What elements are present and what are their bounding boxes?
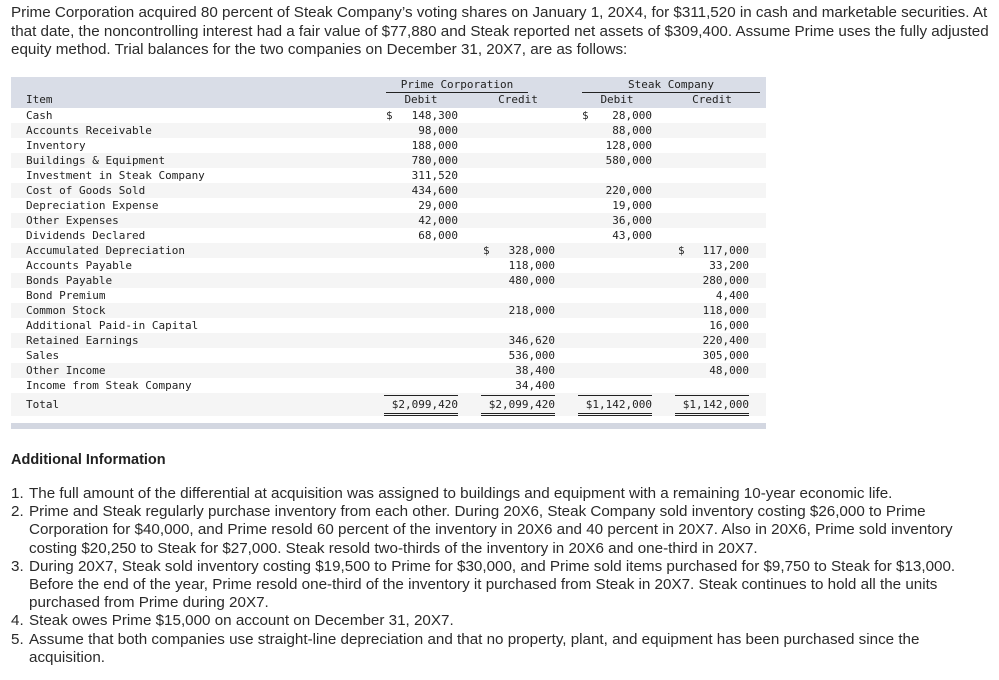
prime-debit-value: 42,000 [418,214,458,227]
item-number: 3. [11,557,24,575]
table-row [11,363,766,378]
row-item-label: Bond Premium [26,289,106,302]
item-text: Steak owes Prime $15,000 on account on December 31, 20X7. [29,612,454,630]
total-label: Total [26,398,60,411]
steak-credit-value: 118,000 [702,304,749,317]
row-item-label: Sales [26,349,60,362]
row-item-label: Cash [26,109,53,122]
item-text: The full amount of the differential at acquisition was assigned to buildings and equipment with a remaining 10-year economic life. [29,485,893,502]
prime-credit-value: 38,400 [515,364,555,377]
item-number: 1. [11,485,24,502]
dollar-sign: $ [582,109,589,122]
row-item-label: Investment in Steak Company [26,169,205,182]
steak-credit-value: 280,000 [702,274,749,287]
row-item-label: Accounts Receivable [26,124,152,137]
total-row [11,393,766,416]
steak-debit-value: 36,000 [612,214,652,227]
table-row [11,288,766,303]
prime-debit-value: 434,600 [411,184,458,197]
additional-info-item [11,612,996,630]
prime-debit-value: 188,000 [411,139,458,152]
table-body [11,108,766,393]
header-steak-debit: Debit [600,93,634,106]
steak-credit-value: 16,000 [709,319,749,332]
row-item-label: Retained Earnings [26,334,139,347]
table-row [11,108,766,123]
table-row [11,318,766,333]
problem-intro: Prime Corporation acquired 80 percent of Steak Company’s voting shares on January 1, 20X4, for $311,520 in cash and marketable securities. At that date, the noncontrolling interest had a fair value of $77,880 and Steak reported net assets of $309,400. Assume Prime uses the fully adjusted equity method. Trial balances for the two companies on December 31, 20X7, are as follows: [11,4,989,58]
total-steak-credit: $1,142,000 [675,395,749,416]
dollar-sign: $ [483,244,490,257]
header-steak-credit: Credit [692,93,732,106]
steak-debit-value: 19,000 [612,199,652,212]
steak-debit-value: 88,000 [612,124,652,137]
steak-credit-value: 4,400 [715,289,749,302]
table-header [11,77,766,108]
additional-info-item [11,558,996,613]
prime-credit-value: 346,620 [508,334,555,347]
table-row [11,213,766,228]
prime-credit-value: 480,000 [508,274,555,287]
total-prime-credit: $2,099,420 [481,395,555,416]
steak-credit-value: 220,400 [702,334,749,347]
table-row [11,348,766,363]
steak-debit-value: 220,000 [605,184,652,197]
table-row [11,153,766,168]
row-item-label: Dividends Declared [26,229,146,242]
header-prime-debit: Debit [404,93,438,106]
header-prime-credit: Credit [498,93,538,106]
row-item-label: Accounts Payable [26,259,132,272]
header-steak-company: Steak Company [582,78,760,93]
steak-debit-value: 43,000 [612,229,652,242]
steak-credit-value: 117,000 [702,244,749,257]
additional-info-title: Additional Information [11,452,166,468]
table-row [11,333,766,348]
table-row [11,198,766,213]
item-number: 4. [11,612,24,630]
prime-debit-value: 780,000 [411,154,458,167]
dollar-sign: $ [386,109,393,122]
row-item-label: Inventory [26,139,86,152]
table-row [11,123,766,138]
prime-debit-value: 68,000 [418,229,458,242]
additional-info-item [11,631,996,667]
dollar-sign: $ [678,244,685,257]
row-item-label: Bonds Payable [26,274,113,287]
total-prime-debit: $2,099,420 [384,395,458,416]
item-text: Assume that both companies use straight-line depreciation and that no property, plant, and equipment has been purchased since the acquisition. [29,630,920,666]
prime-debit-value: 29,000 [418,199,458,212]
prime-debit-value: 98,000 [418,124,458,137]
table-row [11,243,766,258]
row-item-label: Common Stock [26,304,106,317]
prime-credit-value: 118,000 [508,259,555,272]
row-item-label: Income from Steak Company [26,379,192,392]
table-row [11,168,766,183]
prime-credit-value: 218,000 [508,304,555,317]
table-bottom-bar [11,423,766,429]
additional-info-item [11,503,996,558]
additional-info-list [11,485,996,667]
prime-debit-value: 311,520 [411,169,458,182]
row-item-label: Buildings & Equipment [26,154,166,167]
item-text: During 20X7, Steak sold inventory costing $19,500 to Prime for $30,000, and Prime sold items purchased for $9,750 to Steak for $13,000. Before the end of the year, Prime resold one-third of the inventory it purchased from Steak in 20X7. Steak continues to hold all the units purchased from Prime during 20X7. [29,557,956,612]
table-row [11,273,766,288]
total-steak-debit: $1,142,000 [578,395,652,416]
item-number: 2. [11,503,24,521]
steak-credit-value: 305,000 [702,349,749,362]
prime-credit-value: 34,400 [515,379,555,392]
additional-info-item [11,485,996,503]
table-row [11,183,766,198]
table-row [11,138,766,153]
table-row [11,258,766,273]
steak-debit-value: 580,000 [605,154,652,167]
item-number: 5. [11,630,24,648]
steak-credit-value: 48,000 [709,364,749,377]
row-item-label: Other Expenses [26,214,119,227]
table-row [11,303,766,318]
header-prime-corporation: Prime Corporation [386,78,528,93]
table-row [11,378,766,393]
header-item: Item [26,93,53,106]
item-text: Prime and Steak regularly purchase inventory from each other. During 20X6, Steak Company sold inventory costing $26,000 to Prime Corporation for $40,000, and Prime resold 60 percent of the inventory in 20X6 and 40 percent in 20X7. Also in 20X6, Prime sold inventory costing $20,250 to Steak for $27,000. Steak resold two-thirds of the inventory in 20X6 and one-third in 20X7. [29,503,953,557]
row-item-label: Depreciation Expense [26,199,159,212]
prime-debit-value: 148,300 [411,109,458,122]
row-item-label: Accumulated Depreciation [26,244,185,257]
steak-debit-value: 128,000 [605,139,652,152]
prime-credit-value: 328,000 [508,244,555,257]
trial-balance-table [11,77,766,429]
row-item-label: Other Income [26,364,106,377]
steak-credit-value: 33,200 [709,259,749,272]
row-item-label: Additional Paid-in Capital [26,319,199,332]
row-item-label: Cost of Goods Sold [26,184,146,197]
table-row [11,228,766,243]
prime-credit-value: 536,000 [508,349,555,362]
steak-debit-value: 28,000 [612,109,652,122]
